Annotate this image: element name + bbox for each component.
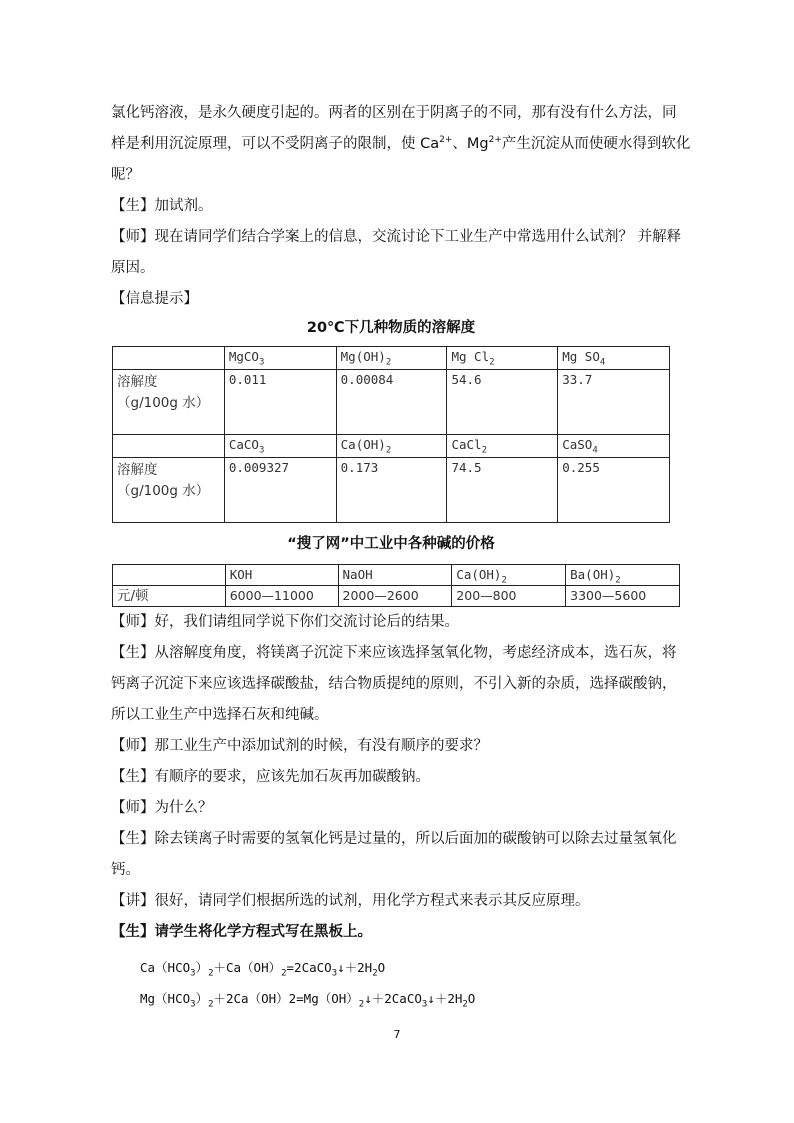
- table-cell: 54.6: [447, 370, 558, 435]
- table-cell: 3300—5600: [566, 586, 680, 607]
- header-mgso4: Mg $SO_4$: [558, 347, 670, 370]
- header-caso4: CaSO$_4$: [558, 435, 670, 458]
- table-row: [113, 370, 670, 435]
- dialogue-teacher-4: 【师】为什么？: [111, 800, 213, 816]
- solubility-table-title: 20℃下几种物质的溶解度: [306, 320, 476, 336]
- table-cell: 0.173: [336, 458, 447, 523]
- intro-line-2: 样是利用沉淀原理，可以不受阴离子的限制，使 $Ca^{2+}$、$Mg^{2+}$产生沉淀从而使硬水得到软化: [111, 135, 691, 152]
- price-table-title: “搜了网”中工业中各种碱的价格: [287, 536, 495, 552]
- dialogue-student-1: 【生】加试剂。: [111, 198, 213, 214]
- dialogue-lecture: 【讲】很好，请同学们根据所选的试剂，用化学方程式来表示其反应原理。: [111, 893, 590, 909]
- price-table: [112, 564, 680, 607]
- table-cell: 0.009327: [224, 458, 336, 523]
- dialogue-student-2: 【生】从溶解度角度，将镁离子沉淀下来应该选择氢氧化物，考虑经济成本，选石灰，将 钙离子沉淀下来应该选择碳酸盐，结合物质提纯的原则，不引入新的杂质，选择碳酸钠， 所以工业生产中选择石灰和纯碱。: [111, 645, 677, 723]
- page-number: 7: [393, 1028, 401, 1041]
- header-naoh: NaOH: [338, 565, 452, 586]
- header-mgoh2: $Mg(OH)_2$: [336, 347, 447, 370]
- header-caoh2: $Ca(OH)_2$: [336, 435, 447, 458]
- header-koh: KOH: [225, 565, 338, 586]
- table-cell: 2000—2600: [338, 586, 452, 607]
- intro-line-3: 呢？: [111, 167, 140, 183]
- table-row: [113, 458, 670, 523]
- equation-2: $Mg(HCO_3)_2+2Ca(OH)2=Mg(OH)_2↓+2CaCO_3↓+2H_2O$: [140, 991, 476, 1010]
- row-label-solubility: 溶解度 （g/100g 水）: [113, 370, 225, 435]
- equation-1: $Ca(HCO_3)_2+Ca(OH)_2=2CaCO_3↓+2H_2O$: [140, 960, 386, 979]
- intro-paragraph: [111, 98, 691, 191]
- table-cell: 200—800: [452, 586, 566, 607]
- dialogue-teacher-1: 【师】现在请同学们结合学案上的信息，交流讨论下工业生产中常选用什么试剂？ 并解释 原因。: [111, 229, 682, 276]
- dialogue-student-5: 【生】请学生将化学方程式写在黑板上。: [111, 924, 372, 940]
- solubility-table: [112, 346, 670, 523]
- table-cell: 0.011: [224, 370, 336, 435]
- dialogue-student-3: 【生】有顺序的要求，应该先加石灰再加碳酸钠。: [111, 769, 430, 785]
- table-cell: 0.255: [558, 458, 670, 523]
- header-cacl2: CaCl$_2$: [447, 435, 558, 458]
- dialogue-teacher-3: 【师】那工业生产中添加试剂的时候，有没有顺序的要求？: [111, 738, 488, 754]
- table-cell: 0.00084: [336, 370, 447, 435]
- table-cell: 74.5: [447, 458, 558, 523]
- header-mgcl2: Mg $Cl_2$: [447, 347, 558, 370]
- info-hint: 【信息提示】: [111, 291, 198, 307]
- header-mgco3: MgCO$_3$: [224, 347, 336, 370]
- dialogue-student-4: 【生】除去镁离子时需要的氢氧化钙是过量的，所以后面加的碳酸钠可以除去过量氢氧化 钙。: [111, 831, 677, 878]
- table-row: [113, 435, 670, 458]
- table-row: [113, 347, 670, 370]
- header-baoh2: $Ba(OH)_2$: [566, 565, 680, 586]
- intro-line-1: 氯化钙溶液，是永久硬度引起的。两者的区别在于阴离子的不同，那有没有什么方法，同: [111, 105, 677, 121]
- header-caoh2: $Ca(OH)_2$: [452, 565, 566, 586]
- table-cell: 6000—11000: [225, 586, 338, 607]
- header-caco3: CaCO$_3$: [224, 435, 336, 458]
- table-cell: 33.7: [558, 370, 670, 435]
- row-label-price: 元/顿: [113, 586, 226, 607]
- row-label-solubility: 溶解度 （g/100g 水）: [113, 458, 225, 523]
- dialogue-teacher-2: 【师】好，我们请组同学说下你们交流讨论后的结果。: [111, 614, 459, 630]
- table-row: [113, 586, 680, 607]
- table-row: [113, 565, 680, 586]
